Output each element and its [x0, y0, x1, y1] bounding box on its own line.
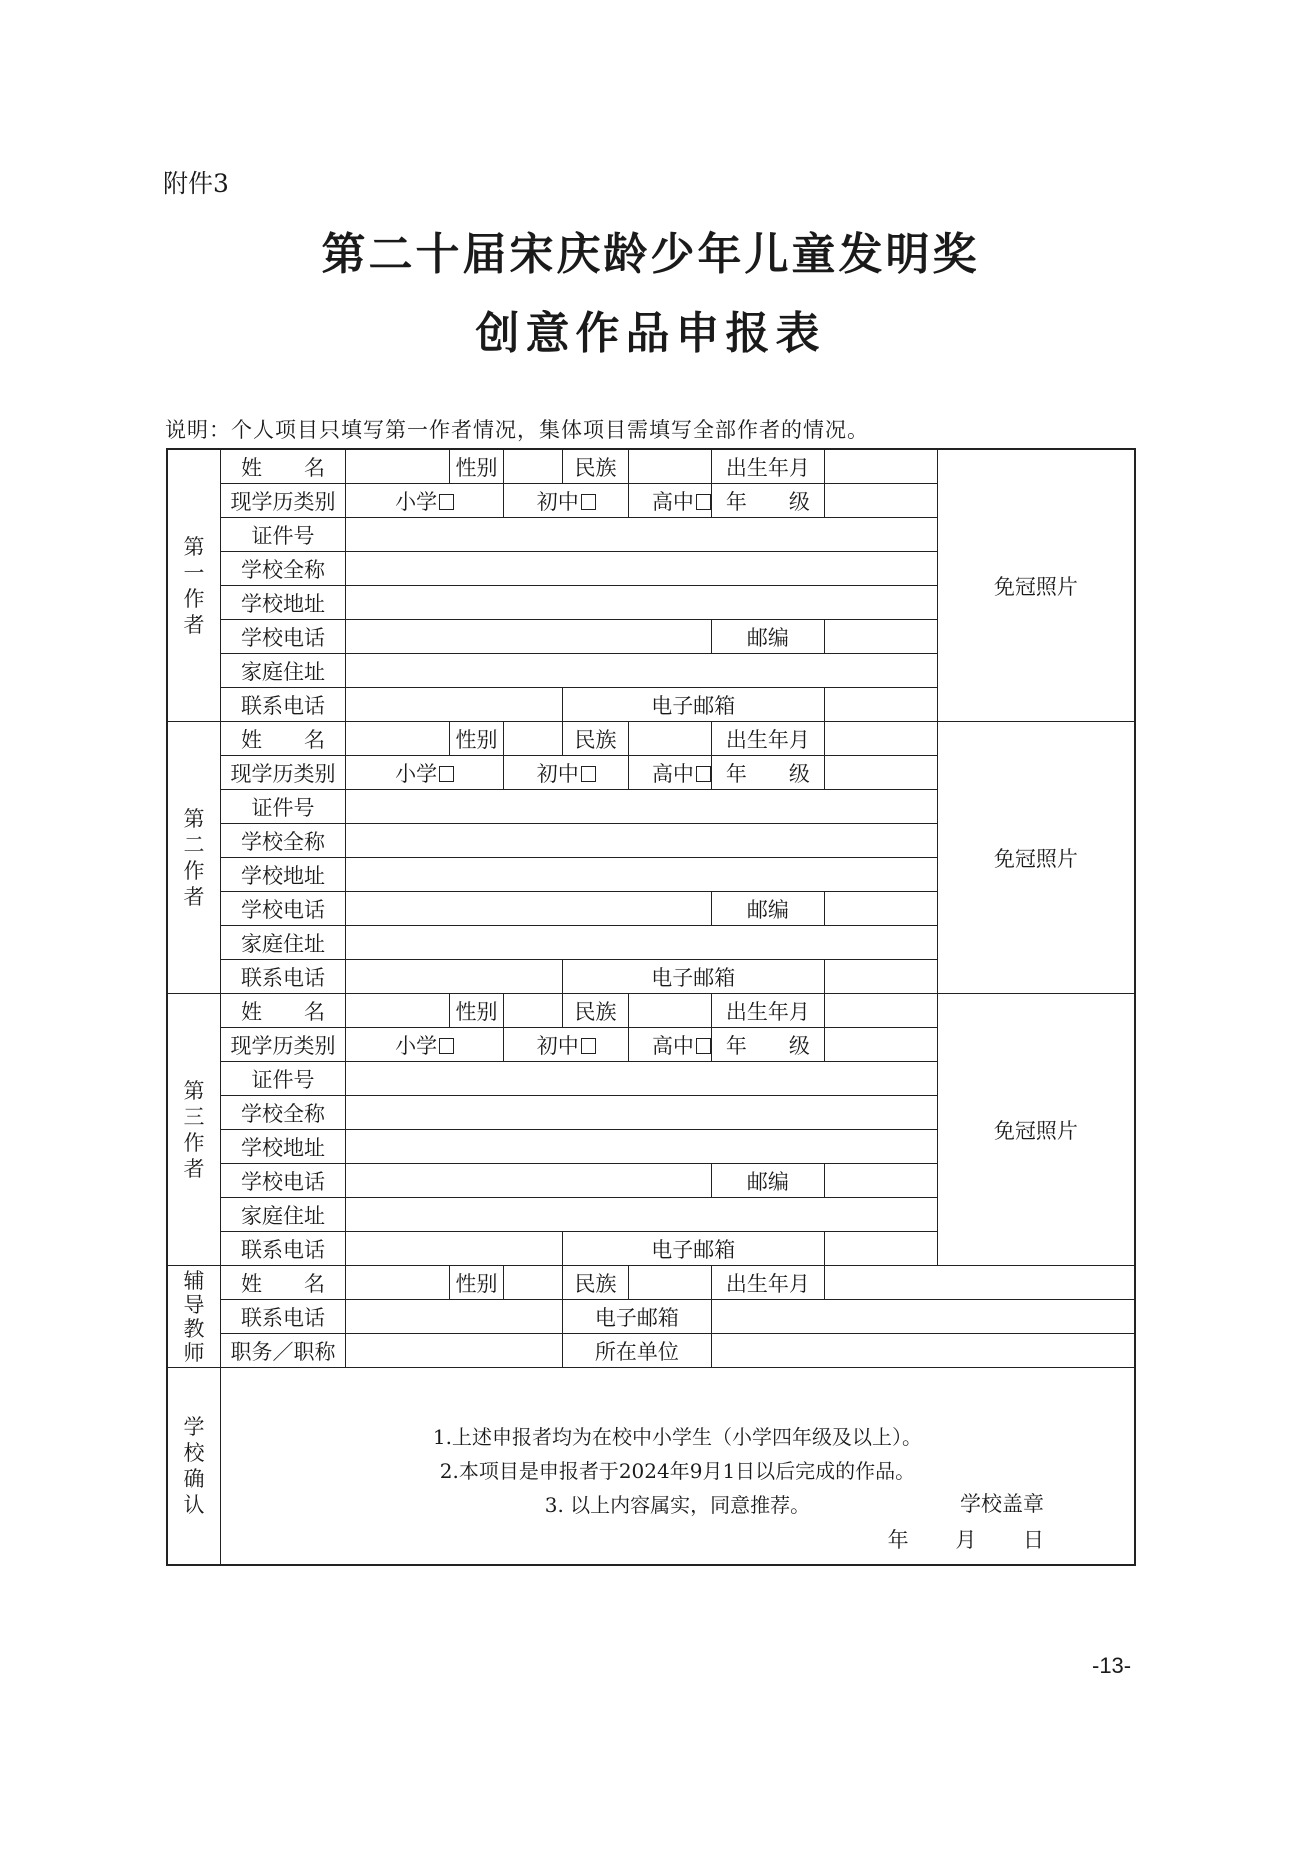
home-address-label: 家庭住址 [220, 926, 345, 960]
home-address-field[interactable] [345, 654, 937, 688]
senior-option[interactable]: 高中 [629, 484, 712, 518]
contact-phone-field[interactable] [345, 960, 562, 994]
birth-label: 出生年月 [711, 722, 824, 756]
teacher-gender-label: 性别 [449, 1266, 503, 1300]
id-label: 证件号 [220, 1062, 345, 1096]
id-field[interactable] [345, 1062, 937, 1096]
senior-option[interactable]: 高中 [629, 756, 712, 790]
email-field[interactable] [824, 1232, 937, 1266]
form-title: 第二十届宋庆龄少年儿童发明奖 [321, 229, 980, 280]
postcode-label: 邮编 [711, 892, 824, 926]
postcode-field[interactable] [824, 1164, 937, 1198]
gender-label: 性别 [449, 722, 503, 756]
teacher-phone-field[interactable] [345, 1300, 562, 1334]
gender-label: 性别 [449, 449, 503, 484]
school-name-field[interactable] [345, 552, 937, 586]
junior-checkbox[interactable] [581, 766, 596, 782]
photo-label: 免冠照片 [993, 846, 1078, 871]
name-field[interactable] [345, 449, 449, 484]
photo-area[interactable] [937, 722, 1135, 994]
teacher-section-label: 辅 导 教 师 [167, 1266, 220, 1368]
primary-checkbox[interactable] [439, 1038, 454, 1054]
gender-label: 性别 [449, 994, 503, 1028]
teacher-ethnicity-field[interactable] [629, 1266, 712, 1300]
birth-field[interactable] [824, 449, 937, 484]
contact-phone-field[interactable] [345, 1232, 562, 1266]
birth-field[interactable] [824, 994, 937, 1028]
birth-label: 出生年月 [711, 994, 824, 1028]
postcode-field[interactable] [824, 620, 937, 654]
teacher-unit-field[interactable] [711, 1334, 1135, 1368]
name-field[interactable] [345, 994, 449, 1028]
home-address-label: 家庭住址 [220, 1198, 345, 1232]
home-address-field[interactable] [345, 926, 937, 960]
primary-checkbox[interactable] [439, 494, 454, 510]
teacher-birth-field[interactable] [824, 1266, 1135, 1300]
grade-field[interactable] [824, 756, 937, 790]
grade-label: 年 级 [711, 756, 824, 790]
grade-label: 年 级 [711, 484, 824, 518]
school-address-label: 学校地址 [220, 586, 345, 620]
school-name-label: 学校全称 [220, 552, 345, 586]
teacher-ethnicity-label: 民族 [562, 1266, 629, 1300]
school-name-label: 学校全称 [220, 824, 345, 858]
gender-field[interactable] [504, 994, 562, 1028]
primary-option[interactable]: 小学 [345, 756, 503, 790]
form-subtitle: 创意作品申报表 [475, 308, 826, 359]
ethnicity-field[interactable] [629, 722, 712, 756]
senior-checkbox[interactable] [696, 1038, 711, 1054]
education-label: 现学历类别 [220, 756, 345, 790]
date-label: 年 月 日 [887, 1528, 1064, 1552]
school-name-label: 学校全称 [220, 1096, 345, 1130]
grade-label: 年 级 [711, 1028, 824, 1062]
page-number: -13- [1092, 1653, 1132, 1678]
gender-field[interactable] [504, 449, 562, 484]
junior-checkbox[interactable] [581, 1038, 596, 1054]
ethnicity-field[interactable] [629, 449, 712, 484]
instruction-note: 说明：个人项目只填写第一作者情况，集体项目需填写全部作者的情况。 [165, 418, 869, 442]
teacher-unit-label: 所在单位 [562, 1334, 711, 1368]
teacher-section [167, 1266, 1135, 1368]
email-label: 电子邮箱 [562, 960, 824, 994]
author3-section [167, 994, 1135, 1266]
ethnicity-label: 民族 [562, 722, 629, 756]
school-phone-field[interactable] [345, 1164, 711, 1198]
grade-field[interactable] [824, 1028, 937, 1062]
author1-section-label: 第 一 作 者 [167, 449, 220, 722]
email-label: 电子邮箱 [562, 688, 824, 722]
email-field[interactable] [824, 688, 937, 722]
id-label: 证件号 [220, 518, 345, 552]
education-label: 现学历类别 [220, 484, 345, 518]
confirm-item-3: 3. 以上内容属实，同意推荐。 [544, 1493, 811, 1517]
postcode-label: 邮编 [711, 620, 824, 654]
teacher-position-field[interactable] [345, 1334, 562, 1368]
school-name-field[interactable] [345, 1096, 937, 1130]
primary-checkbox[interactable] [439, 766, 454, 782]
primary-option[interactable]: 小学 [345, 484, 503, 518]
primary-option[interactable]: 小学 [345, 1028, 503, 1062]
birth-field[interactable] [824, 722, 937, 756]
teacher-phone-label: 联系电话 [220, 1300, 345, 1334]
confirm-item-1: 1.上述申报者均为在校中小学生（小学四年级及以上）。 [432, 1425, 923, 1449]
contact-phone-label: 联系电话 [220, 1232, 345, 1266]
author2-section [167, 722, 1135, 994]
ethnicity-field[interactable] [629, 994, 712, 1028]
school-phone-label: 学校电话 [220, 1164, 345, 1198]
email-label: 电子邮箱 [562, 1232, 824, 1266]
teacher-birth-label: 出生年月 [711, 1266, 824, 1300]
school-address-field[interactable] [345, 1130, 937, 1164]
school-phone-field[interactable] [345, 620, 711, 654]
author1-section [167, 449, 1135, 722]
photo-label: 免冠照片 [993, 574, 1078, 599]
teacher-name-field[interactable] [345, 1266, 449, 1300]
junior-option[interactable]: 初中 [504, 1028, 629, 1062]
author3-section-label: 第 三 作 者 [167, 994, 220, 1266]
ethnicity-label: 民族 [562, 994, 629, 1028]
gender-field[interactable] [504, 722, 562, 756]
photo-area[interactable] [937, 994, 1135, 1266]
confirm-content [220, 1368, 1135, 1566]
junior-checkbox[interactable] [581, 494, 596, 510]
school-stamp-label: 学校盖章 [960, 1492, 1044, 1516]
home-address-field[interactable] [345, 1198, 937, 1232]
confirm-section-label: 学 校 确 认 [167, 1368, 220, 1566]
senior-checkbox[interactable] [696, 494, 711, 510]
school-address-label: 学校地址 [220, 1130, 345, 1164]
application-form-table [166, 448, 1136, 1566]
junior-option[interactable]: 初中 [504, 756, 629, 790]
attachment-label: 附件3 [163, 169, 229, 198]
teacher-gender-field[interactable] [504, 1266, 562, 1300]
photo-area[interactable] [937, 449, 1135, 722]
ethnicity-label: 民族 [562, 449, 629, 484]
id-field[interactable] [345, 518, 937, 552]
name-label: 姓 名 [220, 449, 345, 484]
school-address-field[interactable] [345, 586, 937, 620]
name-field[interactable] [345, 722, 449, 756]
contact-phone-field[interactable] [345, 688, 562, 722]
junior-option[interactable]: 初中 [504, 484, 629, 518]
teacher-email-field[interactable] [711, 1300, 1135, 1334]
school-address-label: 学校地址 [220, 858, 345, 892]
school-address-field[interactable] [345, 858, 937, 892]
senior-option[interactable]: 高中 [629, 1028, 712, 1062]
postcode-field[interactable] [824, 892, 937, 926]
confirm-section [167, 1368, 1135, 1566]
teacher-position-label: 职务／职称 [220, 1334, 345, 1368]
contact-phone-label: 联系电话 [220, 688, 345, 722]
birth-label: 出生年月 [711, 449, 824, 484]
school-name-field[interactable] [345, 824, 937, 858]
confirm-item-2: 2.本项目是申报者于2024年9月1日以后完成的作品。 [439, 1459, 916, 1483]
teacher-name-label: 姓 名 [220, 1266, 345, 1300]
postcode-label: 邮编 [711, 1164, 824, 1198]
contact-phone-label: 联系电话 [220, 960, 345, 994]
email-field[interactable] [824, 960, 937, 994]
id-label: 证件号 [220, 790, 345, 824]
senior-checkbox[interactable] [696, 766, 711, 782]
grade-field[interactable] [824, 484, 937, 518]
school-phone-label: 学校电话 [220, 620, 345, 654]
name-label: 姓 名 [220, 722, 345, 756]
name-label: 姓 名 [220, 994, 345, 1028]
id-field[interactable] [345, 790, 937, 824]
school-phone-label: 学校电话 [220, 892, 345, 926]
home-address-label: 家庭住址 [220, 654, 345, 688]
author2-section-label: 第 二 作 者 [167, 722, 220, 994]
school-phone-field[interactable] [345, 892, 711, 926]
teacher-email-label: 电子邮箱 [562, 1300, 711, 1334]
photo-label: 免冠照片 [993, 1118, 1078, 1143]
education-label: 现学历类别 [220, 1028, 345, 1062]
